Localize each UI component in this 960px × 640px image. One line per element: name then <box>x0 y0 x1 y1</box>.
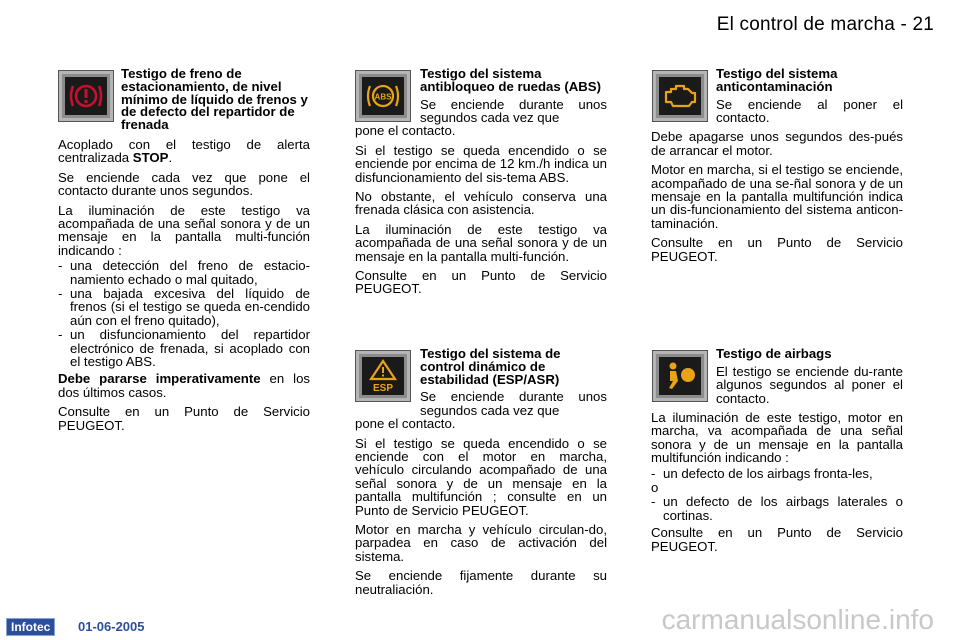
esp-p3: Motor en marcha y vehículo circulan-do, parpadea en caso de activación del sistema. <box>355 522 607 564</box>
airbags-p2: La iluminación de este testigo, motor en marcha, va acompañada de una señal sonora y de un mensaje en la pantalla multifunción indicando : <box>651 410 903 466</box>
abs-p4: La iluminación de este testigo va acompañada de una señal sonora y de un mensaje en la pantalla multi-función. <box>355 221 607 264</box>
column-airbags <box>651 348 903 559</box>
emissions-p4: Consulte en un Punto de Servicio PEUGEOT. <box>651 235 903 264</box>
list-item: - una detección del freno de estacio-namiento echado o mal quitado, <box>58 259 310 286</box>
esp-title: Testigo del sistema de control dinámico de estabilidad (ESP/ASR) <box>420 346 561 387</box>
esp-intro: Se enciende durante unos segundos cada vez que <box>420 389 607 418</box>
abs-p3: No obstante, el vehículo conserva una frenada clásica con asistencia. <box>355 189 607 218</box>
esp-p4: Se enciende fijamente durante su neutraliación. <box>355 568 607 597</box>
emissions-title: Testigo del sistema anticontaminación <box>716 66 838 94</box>
text: Acoplado con el testigo de alerta centralizada <box>58 136 310 166</box>
footer-date: 01-06-2005 <box>78 619 145 634</box>
text: en los dos últimos casos. <box>58 371 310 400</box>
list-item: - un defecto de los airbags fronta-les, <box>651 467 903 480</box>
airbags-intro: El testigo se enciende du-rante algunos segundos al poner el contacto. <box>716 363 903 406</box>
parking-brake-title: Testigo de freno de estacionamiento, de nivel mínimo de líquido de frenos y de defecto del repartidor de frenada <box>121 66 308 133</box>
airbags-title: Testigo de airbags <box>716 346 832 361</box>
parking-brake-p5: Consulte en un Punto de Servicio PEUGEOT. <box>58 404 310 433</box>
column-abs <box>355 68 607 302</box>
column-parking-brake <box>58 68 310 438</box>
parking-brake-p1 <box>58 138 310 165</box>
emissions-intro: Se enciende al poner el contacto. <box>716 96 903 125</box>
page-title: El control de marcha - 21 <box>716 14 934 35</box>
abs-icon-text: ABS <box>374 92 392 102</box>
abs-p2: Si el testigo se queda encendido o se enciende por encima de 12 km./h indica un disfuncionamiento del sis-tema ABS. <box>355 142 607 185</box>
airbags-list-1 <box>651 467 903 480</box>
emissions-p3: Motor en marcha, si el testigo se enciende, acompañado de una se-ñal sonora y de un mensaje en la pantalla multifunción indica un dis-funcionamiento del sistema anticon-taminación. <box>651 162 903 231</box>
column-esp <box>355 348 607 602</box>
airbags-or: o <box>651 480 659 496</box>
emphasis: Debe pararse imperativamente <box>58 371 261 387</box>
infotec-badge: Infotec <box>6 618 55 636</box>
parking-brake-p4 <box>58 372 310 399</box>
airbags-list-2 <box>651 495 903 522</box>
parking-brake-list <box>58 259 310 368</box>
abs-title: Testigo del sistema antibloqueo de ruedas (ABS) <box>420 66 601 94</box>
list-item: - una bajada excesiva del líquido de frenos (si el testigo se queda en-cendido aún con el freno quitado), <box>58 287 310 327</box>
esp-p2: Si el testigo se queda encendido o se enciende con el motor en marcha, vehículo circulando acompañado de una señal sonora y de un mensaje en la pantalla multifunción ; consulte en un Punto de Servicio PEUGEOT. <box>355 435 607 518</box>
list-item: - un disfuncionamiento del repartidor electrónico de frenada, si acoplado con el testigo ABS. <box>58 328 310 368</box>
esp-icon-text: ESP <box>372 383 394 393</box>
airbags-p3: Consulte en un Punto de Servicio PEUGEOT. <box>651 525 903 554</box>
abs-intro-rest: pone el contacto. <box>355 123 456 139</box>
emissions-p2: Debe apagarse unos segundos des-pués de arrancar el motor. <box>651 129 903 158</box>
abs-p5: Consulte en un Punto de Servicio PEUGEOT. <box>355 268 607 297</box>
text: . <box>168 150 173 166</box>
watermark: carmanualsonline.info <box>661 604 934 635</box>
parking-brake-p2: Se enciende cada vez que pone el contacto durante unos segundos. <box>58 169 310 199</box>
list-item: - un defecto de los airbags laterales o cortinas. <box>651 495 903 522</box>
column-emissions <box>651 68 903 269</box>
esp-intro-rest: pone el contacto. <box>355 416 456 432</box>
stop-label: STOP <box>132 150 169 166</box>
abs-intro: Se enciende durante unos segundos cada vez que <box>420 96 607 125</box>
parking-brake-p3: La iluminación de este testigo va acompañada de una señal sonora y de un mensaje en la pantalla multi-función indicando : <box>58 202 310 258</box>
